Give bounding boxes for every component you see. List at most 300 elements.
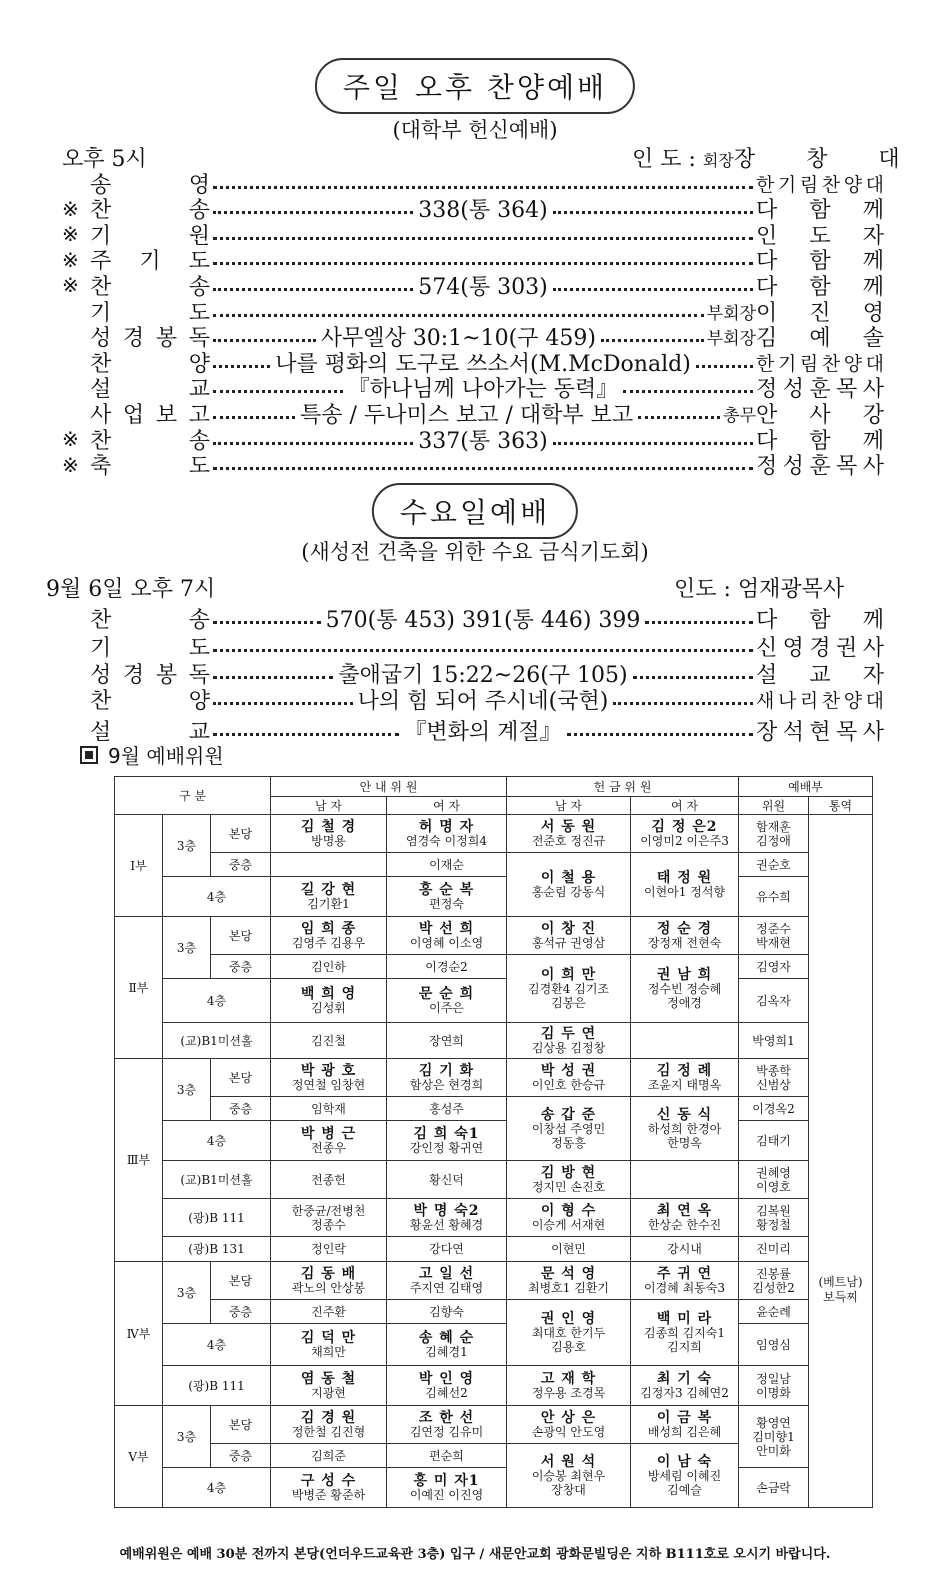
sunday-title: 주일 오후 찬양예배 — [315, 58, 635, 114]
wednesday-subtitle: (새성전 건축을 위한 수요 금식기도회) — [301, 540, 649, 564]
cell — [507, 955, 631, 1023]
lead-name: 안 상 은 — [540, 1409, 597, 1426]
cell — [739, 853, 809, 877]
member-name: 한명옥 — [667, 1135, 702, 1150]
member-name: 김정자3 김혜연2 — [640, 1385, 729, 1400]
order-detail: 『하나님께 나아가는 동력』 — [347, 377, 619, 403]
member-name: 황영연 — [756, 1415, 791, 1430]
member-name: 유수희 — [756, 889, 791, 904]
member-name: 김연정 김유미 — [409, 1424, 484, 1439]
member-name: 정수빈 정승혜 — [647, 981, 722, 996]
cell — [507, 1406, 631, 1444]
lead-name: 홍 미 자1 — [413, 1472, 480, 1489]
dot-leader — [601, 339, 704, 342]
cell — [387, 979, 507, 1023]
leader-name: 장 창 대 — [733, 147, 922, 172]
wednesday-time: 9월 6일 오후 7시 — [46, 577, 216, 602]
member-name: 손금락 — [756, 1480, 791, 1495]
cell — [631, 1366, 739, 1406]
dot-leader — [696, 365, 753, 368]
member-name: 최병호1 김환기 — [528, 1280, 610, 1295]
order-role: 찬 송 — [90, 607, 210, 633]
cell — [507, 1366, 631, 1406]
order-person: 다 함 께 — [756, 428, 884, 454]
lead-name: 박 병 근 — [300, 1125, 357, 1142]
dot-leader — [213, 186, 753, 189]
cell — [739, 917, 809, 955]
order-row — [62, 272, 884, 298]
order-role: 찬 양 — [90, 351, 210, 377]
member-name: 김종희 김지숙1 — [644, 1325, 726, 1340]
cell — [387, 1097, 507, 1121]
member-name: 함재훈 — [756, 819, 791, 834]
lead-name: 신 동 식 — [656, 1106, 713, 1123]
order-role: 성 경 봉 독 — [90, 662, 210, 688]
cell — [271, 1262, 387, 1300]
member-name: 이경순2 — [425, 959, 468, 974]
lead-name: 백 미 라 — [656, 1310, 713, 1327]
member-name: 김인하 — [311, 959, 346, 974]
order-person: 다 함 께 — [756, 249, 884, 275]
member-name: 진봉률 — [756, 1266, 791, 1281]
dot-leader — [213, 262, 753, 265]
order-person: 안 사 강 — [756, 402, 884, 428]
member-name: 손광익 안도영 — [531, 1424, 606, 1439]
cell — [271, 1444, 387, 1468]
hdr-offering: 헌 금 위 원 — [507, 777, 739, 797]
cell — [507, 1161, 631, 1199]
member-name: 김옥자 — [756, 993, 791, 1008]
member-name: 배성희 김은혜 — [647, 1424, 722, 1439]
member-name: 채희만 — [311, 1344, 346, 1359]
order-detail: 570(통 453) 391(통 446) 399 — [325, 607, 641, 633]
member-name: 이영혜 이소영 — [409, 935, 484, 950]
required-mark: ※ — [62, 222, 79, 247]
order-person: 이 진 영 — [756, 300, 884, 326]
cell — [387, 1023, 507, 1059]
lead-name: 문 석 영 — [540, 1265, 597, 1282]
cell — [739, 1121, 809, 1161]
dot-leader — [633, 676, 753, 679]
cell — [271, 1237, 387, 1262]
order-person: 새 나 리 찬 양 대 — [756, 689, 884, 712]
member-name: 김영자 — [756, 959, 791, 974]
order-person: 한 기 림 찬 양 대 — [756, 173, 884, 196]
order-row — [62, 196, 884, 222]
member-name: 곽노의 안상봉 — [291, 1280, 366, 1295]
member-name: 박병준 황준하 — [291, 1487, 366, 1502]
interp-column — [809, 815, 873, 1508]
member-name: 박종학 — [756, 1063, 791, 1078]
cell — [631, 1237, 739, 1262]
dot-leader — [567, 733, 753, 736]
committee-heading: 9월 예배위원 — [80, 740, 224, 769]
dot-leader — [213, 467, 753, 470]
interpreter-line: (베트남) — [818, 1275, 863, 1289]
cell — [739, 1059, 809, 1097]
order-person: 설 교 자 — [756, 662, 884, 688]
cell — [739, 1199, 809, 1237]
dot-leader — [213, 649, 753, 652]
member-name: 황신덕 — [429, 1172, 464, 1187]
required-mark: ※ — [62, 427, 79, 451]
dot-leader — [645, 621, 753, 624]
member-name: 이주은 — [429, 1000, 464, 1015]
cell — [387, 1121, 507, 1161]
member-name: 박재현 — [756, 935, 791, 950]
cell — [631, 1300, 739, 1366]
order-person: 다 함 께 — [756, 607, 884, 633]
member-name: 김복원 — [756, 1203, 791, 1218]
member-name: 정일남 — [756, 1371, 791, 1386]
dot-leader — [638, 416, 720, 419]
interpreter — [809, 1275, 872, 1305]
cell — [507, 815, 631, 853]
cell — [739, 955, 809, 979]
member-name: 이경옥2 — [752, 1101, 795, 1116]
member-name: 권혜영 — [756, 1165, 791, 1180]
dot-leader — [213, 733, 399, 736]
loc-main: 본당 — [211, 815, 271, 853]
order-detail: 338(통 364) — [418, 198, 548, 224]
cell — [271, 877, 387, 917]
cell — [507, 1444, 631, 1508]
cell — [271, 1023, 387, 1059]
lead-name: 정 순 경 — [656, 920, 713, 937]
required-mark: ※ — [62, 247, 79, 272]
loc-b1-mission-hall: (교)B1미션홀 — [163, 1161, 271, 1199]
cell — [387, 1300, 507, 1324]
member-name: 박영희1 — [752, 1033, 795, 1048]
cell — [631, 815, 739, 853]
floor-4: 4층 — [163, 1324, 271, 1366]
lead-name: 이 형 수 — [540, 1202, 597, 1219]
dot-leader — [213, 702, 353, 705]
order-row — [62, 660, 884, 686]
lead-name: 최 기 숙 — [656, 1370, 713, 1387]
loc-b111: (광)B 111 — [163, 1366, 271, 1406]
order-row — [62, 452, 884, 478]
order-row — [62, 170, 884, 196]
order-role: 찬 송 — [90, 198, 210, 224]
member-name: 김혜선2 — [425, 1385, 468, 1400]
order-detail: 574(통 303) — [418, 274, 548, 300]
member-name: 김상용 김정창 — [531, 1040, 606, 1055]
cell — [739, 979, 809, 1023]
member-name: 홍순림 강동식 — [531, 884, 606, 899]
member-name: 김미향1 — [752, 1429, 795, 1444]
member-name: 하성희 한경아 — [647, 1121, 722, 1136]
cell — [387, 877, 507, 917]
order-role: 기 원 — [90, 223, 210, 249]
lead-name: 김 경 원 — [300, 1409, 357, 1426]
dot-leader — [213, 339, 316, 342]
cell — [631, 1406, 739, 1444]
hdr-category: 구 분 — [115, 777, 271, 815]
floor-4: 4층 — [163, 877, 271, 917]
member-name: 장창대 — [551, 1482, 586, 1497]
order-role: 사 업 보 고 — [90, 402, 210, 428]
cell — [507, 917, 631, 955]
dot-leader — [213, 390, 343, 393]
cell — [271, 1161, 387, 1199]
hdr-offering-female: 여 자 — [631, 797, 739, 815]
dot-leader — [613, 702, 753, 705]
dot-leader — [213, 416, 295, 419]
cell — [739, 1023, 809, 1059]
cell — [387, 1237, 507, 1262]
member-name: 이현아1 정석향 — [644, 884, 726, 899]
order-role: 설 교 — [90, 719, 210, 745]
order-row — [62, 605, 884, 631]
cell — [631, 1262, 739, 1300]
square-bullet-icon — [80, 746, 98, 764]
cell — [387, 1199, 507, 1237]
lead-name: 문 순 희 — [418, 985, 475, 1002]
lead-name: 태 정 원 — [656, 869, 713, 886]
cell — [507, 1199, 631, 1237]
cell — [631, 1023, 739, 1059]
cell — [739, 1262, 809, 1300]
lead-name: 박 선 희 — [418, 920, 475, 937]
order-row — [62, 349, 884, 375]
loc-main: 본당 — [211, 917, 271, 955]
member-name: 이창섭 주영민 — [531, 1121, 606, 1136]
member-name: 이예진 이진영 — [409, 1487, 484, 1502]
required-mark: ※ — [62, 196, 79, 221]
lead-name: 김 정 은2 — [651, 818, 718, 835]
dot-leader — [553, 211, 753, 214]
lead-name: 송 갑 준 — [540, 1106, 597, 1123]
member-name: 최대호 한기두 — [531, 1325, 606, 1340]
order-role: 찬 송 — [90, 428, 210, 454]
floor-3: 3층 — [163, 917, 211, 979]
cell — [271, 1406, 387, 1444]
order-role: 성 경 봉 독 — [90, 326, 210, 352]
member-name: 권순호 — [756, 857, 791, 872]
member-name: 강인정 황귀연 — [409, 1140, 484, 1155]
member-name: 편정숙 — [429, 896, 464, 911]
lead-name: 이 철 용 — [540, 869, 597, 886]
hdr-usher-male: 남 자 — [271, 797, 387, 815]
lead-name: 임 희 종 — [300, 920, 357, 937]
cell — [271, 1199, 387, 1237]
member-name: 장연희 — [429, 1033, 464, 1048]
cell — [387, 1161, 507, 1199]
order-detail: 특송 / 두나미스 보고 / 대학부 보고 — [300, 402, 634, 428]
lead-name: 권 남 희 — [656, 966, 713, 983]
member-name: 김정애 — [756, 833, 791, 848]
cell — [271, 955, 387, 979]
order-lead: 총무 — [723, 405, 757, 426]
member-name: 진미리 — [756, 1242, 791, 1256]
order-role: 찬 양 — [90, 688, 210, 714]
lead-name: 최 연 옥 — [656, 1202, 713, 1219]
member-name: 정지민 손진호 — [531, 1179, 606, 1194]
loc-main: 본당 — [211, 1262, 271, 1300]
cell — [387, 917, 507, 955]
dot-leader — [213, 442, 413, 445]
loc-mezzanine: 중층 — [211, 1097, 271, 1121]
member-name: 이재순 — [429, 857, 464, 872]
member-name: 황정철 — [756, 1217, 791, 1232]
hdr-service: 예배부 — [739, 777, 873, 797]
member-name: 한중균/전병천 — [291, 1203, 366, 1218]
order-role: 송 영 — [90, 172, 210, 198]
order-row — [62, 686, 884, 712]
lead-name: 홍 순 복 — [418, 881, 475, 898]
loc-b131: (광)B 131 — [163, 1237, 271, 1262]
loc-b1-mission-hall: (교)B1미션홀 — [163, 1023, 271, 1059]
order-person: 다 함 께 — [756, 274, 884, 300]
cell — [271, 1366, 387, 1406]
member-name: 이현민 — [551, 1242, 586, 1256]
order-lead: 부회장 — [706, 303, 756, 324]
lead-name: 김 희 숙1 — [413, 1125, 480, 1142]
order-role: 축 도 — [90, 454, 210, 480]
leader-role: 회장 — [702, 151, 734, 170]
member-name: 김태기 — [756, 1133, 791, 1148]
member-name: 전준호 정진규 — [531, 833, 606, 848]
order-detail: 출애굽기 15:22~26(구 105) — [338, 662, 628, 688]
member-name: 안미화 — [756, 1443, 791, 1458]
cell — [271, 1059, 387, 1097]
order-row — [62, 400, 884, 426]
order-detail: 사무엘상 30:1~10(구 459) — [320, 326, 596, 352]
dot-leader — [553, 442, 753, 445]
leader-label: 인 도 : — [632, 147, 696, 172]
cell — [387, 1468, 507, 1508]
order-person: 정 성 훈 목 사 — [756, 454, 884, 480]
member-name: 김혜경1 — [425, 1344, 468, 1359]
lead-name: 주 귀 연 — [656, 1265, 713, 1282]
member-name: 지광현 — [311, 1385, 346, 1400]
hdr-interpret: 통역 — [809, 797, 873, 815]
sunday-time: 오후 5시 — [62, 147, 147, 172]
lead-name: 염 동 철 — [300, 1370, 357, 1387]
dot-leader — [213, 288, 413, 291]
lead-name: 박 광 호 — [300, 1062, 357, 1079]
member-name: 신범상 — [756, 1077, 791, 1092]
member-name: 김진철 — [311, 1033, 346, 1048]
order-row — [62, 298, 884, 324]
member-name: 진주환 — [311, 1304, 346, 1319]
member-name: 강다연 — [429, 1242, 464, 1256]
lead-name: 이 희 만 — [540, 966, 597, 983]
member-name: 김희준 — [311, 1448, 346, 1463]
member-name: 정동흥 — [551, 1135, 586, 1150]
hdr-usher: 안 내 위 원 — [271, 777, 507, 797]
hdr-member: 위원 — [739, 797, 809, 815]
lead-name: 허 명 자 — [418, 818, 475, 835]
dot-leader — [213, 237, 753, 240]
floor-4: 4층 — [163, 1468, 271, 1508]
dot-leader — [213, 621, 321, 624]
interpreter-line: 보득찌 — [823, 1290, 858, 1304]
cell — [271, 815, 387, 853]
cell — [739, 1324, 809, 1366]
cell — [631, 1059, 739, 1097]
cell — [631, 1199, 739, 1237]
dot-leader — [213, 365, 270, 368]
dot-leader — [213, 314, 704, 317]
dot-leader — [553, 288, 753, 291]
member-name: 김경환4 김기조 — [528, 981, 610, 996]
order-detail: 『변화의 계절』 — [404, 719, 562, 745]
member-name: 김영주 김용우 — [291, 935, 366, 950]
wednesday-title: 수요일예배 — [372, 483, 578, 539]
cell — [631, 917, 739, 955]
member-name: 임학재 — [311, 1101, 346, 1116]
order-role: 기 도 — [90, 300, 210, 326]
cell — [631, 1161, 739, 1199]
lead-name: 길 강 현 — [300, 881, 357, 898]
lead-name: 김 기 화 — [418, 1062, 475, 1079]
member-name: 편순희 — [429, 1448, 464, 1463]
member-name: 함상은 현경희 — [409, 1077, 484, 1092]
cell — [739, 1468, 809, 1508]
part-1: Ⅰ부 — [115, 815, 163, 917]
lead-name: 이 창 진 — [540, 920, 597, 937]
lead-name: 박 성 권 — [540, 1062, 597, 1079]
floor-3: 3층 — [163, 1059, 211, 1121]
floor-3: 3층 — [163, 815, 211, 877]
cell — [739, 815, 809, 853]
cell — [507, 1059, 631, 1097]
member-name: 정한철 김진형 — [291, 1424, 366, 1439]
cell — [631, 1444, 739, 1508]
order-person: 신 영 경 권 사 — [756, 635, 884, 661]
member-name: 김용호 — [551, 1339, 586, 1354]
member-name: 조윤지 태명옥 — [647, 1077, 722, 1092]
lead-name: 백 희 영 — [300, 985, 357, 1002]
member-name: 방명용 — [311, 833, 346, 848]
cell — [387, 1059, 507, 1097]
member-name: 김봉은 — [551, 995, 586, 1010]
member-name: 임영심 — [756, 1337, 791, 1352]
loc-mezzanine: 중층 — [211, 853, 271, 877]
order-person: 다 함 께 — [756, 198, 884, 224]
order-role: 찬 송 — [90, 274, 210, 300]
lead-name: 이 남 숙 — [656, 1453, 713, 1470]
cell — [507, 1097, 631, 1161]
lead-name: 조 한 선 — [418, 1409, 475, 1426]
member-name: 염경숙 이정희4 — [406, 833, 488, 848]
lead-name: 김 정 례 — [656, 1062, 713, 1079]
committee-table — [114, 776, 873, 1508]
cell — [387, 1366, 507, 1406]
cell — [271, 1300, 387, 1324]
cell — [739, 1097, 809, 1121]
cell — [507, 1023, 631, 1059]
cell — [507, 853, 631, 917]
cell — [739, 1366, 809, 1406]
lead-name: 고 일 선 — [418, 1265, 475, 1282]
order-row — [62, 633, 884, 659]
cell — [507, 1300, 631, 1366]
cell — [387, 1262, 507, 1300]
order-row — [62, 375, 884, 401]
order-lead: 부회장 — [706, 329, 756, 350]
cell — [631, 853, 739, 917]
lead-name: 서 원 석 — [540, 1453, 597, 1470]
cell — [387, 955, 507, 979]
cell — [271, 979, 387, 1023]
sunday-subtitle: (대학부 헌신예배) — [392, 118, 558, 142]
member-name: 김성한2 — [752, 1280, 795, 1295]
cell — [631, 1097, 739, 1161]
floor-3: 3층 — [163, 1262, 211, 1324]
